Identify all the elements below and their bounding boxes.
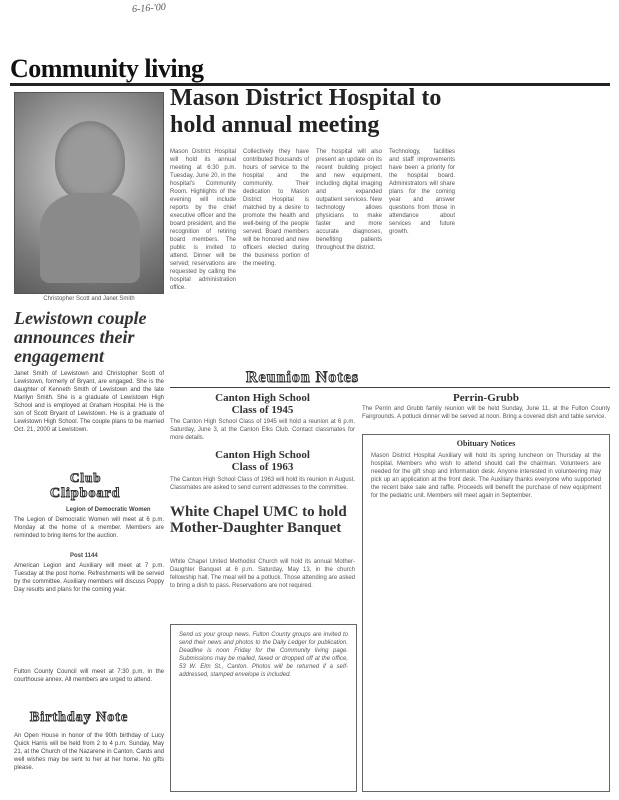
hospital-col3: The hospital will also present an update on its recent building project and new equipment, including digital imaging and expanded outpatient services. New technology allows physicians to make faster and more accurate diagnoses, benefiting patients throughout the district.: [316, 149, 382, 251]
club-sub2: Post 1144: [70, 553, 98, 559]
submission-box: [170, 624, 357, 792]
birthday-body: An Open House in honor of the 90th birthday of Lucy Quick Harris will be held from 2 to 4 p.m. Sunday, May 21, at the Church of the Nazarene in Canton. Cards and well wishes may be sent to her at her home. No gifts please.: [14, 733, 164, 771]
canton-1963-line2: Class of 1963: [231, 461, 294, 473]
notice-box: [362, 434, 610, 792]
submission-body: Send us your group news. Fulton County groups are invited to send their news and photos to the Daily Ledger for publication. Deadline is noon Friday for the Community living page. Submissions may be mailed, faxed or dropped off at the office, 53 W. Elm St., Canton. Photos will be returned if a self-addressed, stamped envelope is included.: [179, 632, 348, 678]
perrin-grubb-body: The Perrin and Grubb family reunion will be held Sunday, June 11, at the Fulton County Fairgrounds. A potluck dinner will be served at noon. Bring a covered dish and table service.: [362, 406, 610, 420]
photo-caption: Christopher Scott and Janet Smith: [43, 296, 135, 302]
club-body1: The Legion of Democratic Women will meet at 6 p.m. Monday at the home of a member. Members are reminded to bring items for the auction.: [14, 517, 164, 539]
canton-1963-line1: Canton High School: [215, 449, 310, 461]
hospital-col4: Technology, facilities and staff improvements have been a priority for the hospital board. Administrators will share plans for the coming year and answer questions from those in attendance about services and future growth.: [389, 149, 455, 235]
club-sub1: Legion of Democratic Women: [66, 507, 151, 513]
couple-photo: [14, 92, 164, 294]
date-stamp: 6-16-'00: [131, 1, 167, 16]
reunion-rule: [170, 387, 610, 388]
club-body3: Fulton County Council will meet at 7:30 p.m. in the courthouse annex. All members are urged to attend.: [14, 669, 164, 683]
notice-box-title: Obituary Notices: [456, 439, 516, 448]
white-chapel-headline: White Chapel UMC to hold Mother-Daughter Banquet: [170, 504, 347, 536]
perrin-grubb-title: Perrin-Grubb: [453, 392, 519, 404]
white-chapel-body: White Chapel United Methodist Church will hold its annual Mother-Daughter Banquet at 6 p.m. Saturday, May 13, in the church fellowship hall. The meal will be a potluck. Those attending are asked to bring a dish to pass. Reservations are not required.: [170, 559, 355, 589]
reunion-title: Reunion Notes: [246, 369, 360, 386]
photo-figure-body: [40, 193, 140, 283]
engagement-headline: Lewistown couple announces their engagement: [14, 308, 147, 366]
hospital-headline: Mason District Hospital to hold annual meeting: [170, 85, 442, 138]
canton-1963-body: The Canton High School Class of 1963 will hold its reunion in August. Classmates are asked to send current addresses to the committee.: [170, 477, 355, 491]
photo-figure-head: [55, 121, 125, 201]
canton-1945-body: The Canton High School Class of 1945 will hold a reunion at 6 p.m. Saturday, June 3, at the Canton Elks Club. Contact classmates for more details.: [170, 419, 355, 441]
club-title: Club: [70, 470, 102, 485]
birthday-title: Birthday Note: [30, 710, 129, 725]
notice-box-body: Mason District Hospital Auxiliary will hold its spring luncheon on Thursday at the hospital. Members who wish to attend should call the chairman. Volunteers are needed for the gift shop and information desk. Anyone interested in volunteering may pick up an application at the front desk. The Auxiliary thanks everyone who supported the recent bake sale and raffle. Proceeds will benefit the purchase of new equipment for the pediatric unit. Members will meet again in September.: [371, 453, 601, 499]
hospital-col1: Mason District Hospital will hold its annual meeting at 6:30 p.m. Tuesday, June 20, in the hospital's Community Room. Highlights of the evening will include reports by the chief executive officer and the board president, and the recognition of retiring board members. The public is invited to attend. Dinner will be served; reservations are requested by calling the hospital administration office.: [170, 149, 236, 291]
hospital-col2: Collectively they have contributed thousands of hours of service to the hospital and the community. Their dedication to Mason District Hospital is matched by a desire to promote the health and well-being of the people served. Board members will be honored and new officers elected during the business portion of the meeting.: [243, 149, 309, 267]
engagement-body: Janet Smith of Lewistown and Christopher Scott of Lewistown, formerly of Bryant, are engaged. She is the daughter of Kenneth Smith of Lewistown and the late Marilyn Smith. She is a graduate of Lewistown High School and is employed at Graham Hospital. He is the son of Scott Bryant of Lewistown. He is a graduate of Lewistown High School. The couple plans to be married Oct. 21, 2000 at Lewistown.: [14, 371, 164, 433]
canton-1945-line1: Canton High School: [215, 392, 310, 404]
clipboard-title: Clipboard: [50, 486, 121, 501]
club-body2: American Legion and Auxiliary will meet at 7 p.m. Tuesday at the post home. Refreshments will be served by the committee. Auxiliary members will discuss Poppy Day results and plans for the coming year.: [14, 563, 164, 593]
canton-1945-line2: Class of 1945: [231, 404, 294, 416]
section-title: Community living: [10, 54, 204, 83]
